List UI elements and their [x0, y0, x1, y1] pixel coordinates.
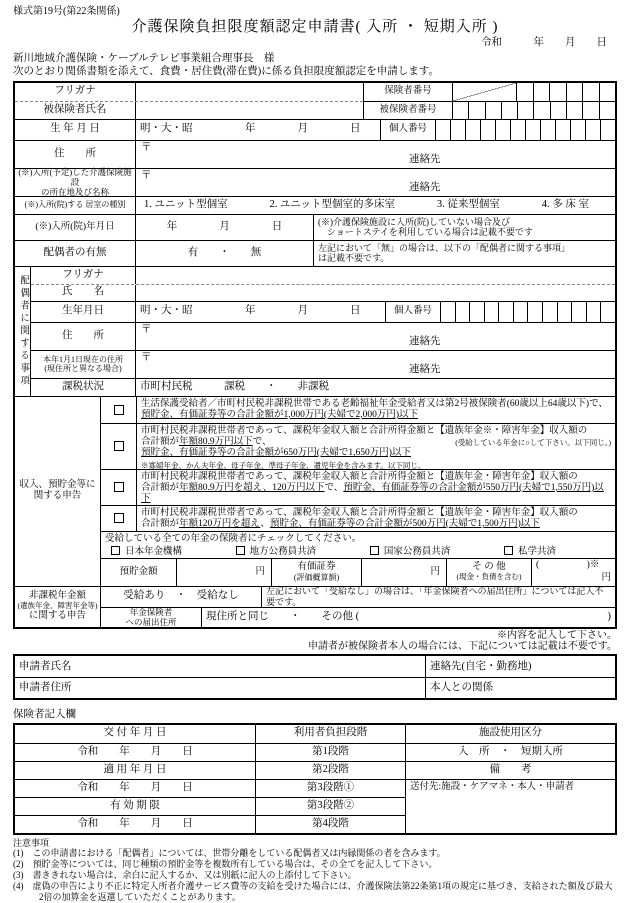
digit-box[interactable] [517, 102, 533, 119]
pension-insurer-address-label: 年金保険者 への届出住所 [125, 607, 177, 628]
postal-mark: 〒 [141, 169, 152, 181]
spouse-name-input[interactable] [135, 285, 615, 301]
digit-box[interactable] [495, 120, 510, 140]
facility-address-input[interactable] [135, 169, 615, 196]
stage-3-2-option[interactable]: 第3段階② [256, 797, 405, 815]
intro-text: 次のとおり関係書類を添えて、食費・居住費(滞在費)に係る負担限度額認定を申請します。 [13, 66, 439, 78]
applicant-name-label: 申請者氏名 [19, 660, 72, 672]
pension-insurer-option: 国家公務員共済 [370, 546, 451, 558]
caution-item-1: (1) この申請書における「配偶者」については、世帯分離をしている配偶者又は内縁関係の者を含みます。 [13, 848, 446, 859]
securities-label: 有価証券 (評価概算額) [271, 559, 361, 586]
caution-notes [13, 838, 617, 903]
insured-number-label: 被保険者番号 [379, 104, 437, 115]
postal-mark: 〒 [141, 323, 152, 335]
digit-box[interactable] [566, 102, 582, 119]
digit-box[interactable] [484, 302, 499, 322]
insured-address-input[interactable] [135, 141, 615, 168]
digit-box[interactable] [533, 102, 549, 119]
income-row1-checkbox-cell[interactable] [101, 397, 136, 423]
insured-contact-label: 連絡先 [409, 154, 441, 166]
applicant-name-cell[interactable] [15, 656, 425, 677]
apply-date-header: 適 用 年 月 日 [15, 761, 255, 779]
digit-box[interactable] [527, 302, 542, 322]
header-date-blank[interactable]: 令和 年 月 日 [481, 37, 607, 49]
digit-box[interactable] [582, 83, 599, 101]
insured-furigana-label: フリガナ [54, 85, 96, 97]
digit-box[interactable] [570, 120, 585, 140]
digit-box[interactable] [468, 102, 484, 119]
spouse-jan1-contact-label: 連絡先 [409, 364, 441, 376]
digit-box[interactable] [440, 302, 455, 322]
spouse-jan1-address-input[interactable] [135, 351, 615, 378]
postal-mark: 〒 [141, 141, 152, 153]
facility-contact-label: 連絡先 [409, 182, 441, 194]
form-title: 介護保険負担限度額認定申請書( 入所 ・ 短期入所 ) [131, 18, 499, 35]
insurer-number-label: 保険者番号 [384, 86, 432, 96]
digit-box[interactable] [513, 302, 528, 322]
spouse-tax-status-option[interactable]: 市町村民税 課税 ・ 非課税 [135, 379, 615, 396]
insurer-entry-table [13, 723, 617, 835]
user-burden-stage-header: 利用者負担段階 [293, 727, 368, 739]
insured-personal-number-boxes[interactable] [435, 120, 615, 140]
insured-name-label: 被保険者氏名 [43, 103, 107, 115]
digit-box[interactable] [501, 102, 517, 119]
digit-box[interactable] [550, 102, 566, 119]
digit-box[interactable] [465, 120, 480, 140]
insured-number-boxes[interactable] [452, 102, 615, 119]
admission-date-input[interactable]: 年 月 日 [135, 215, 313, 240]
facility-use-option[interactable]: 入 所 ・ 短期入所 [406, 743, 615, 761]
digit-box[interactable] [557, 302, 572, 322]
addressee: 新川地域介護保険・ケーブルテレビ事業組合理事長 様 [13, 52, 275, 64]
room-type-label: (※)入所(院)する 居室の種別 [24, 200, 126, 210]
admission-note: (※)介護保険施設に入所(院)していない場合及び ショートステイを利用している場合は記載不要です [313, 215, 615, 240]
digit-box[interactable] [542, 302, 557, 322]
spouse-section [15, 266, 615, 396]
applicant-table [13, 654, 617, 700]
digit-box[interactable] [469, 302, 484, 322]
checkbox-icon[interactable] [111, 546, 120, 555]
pension-circle-note: (受給している年金に○して下さい。以下同じ。) [455, 437, 611, 447]
digit-box[interactable] [525, 120, 540, 140]
spouse-presence-option[interactable]: 有 ・ 無 [135, 241, 313, 266]
spouse-address-input[interactable] [135, 323, 615, 350]
income-row3-text: 市町村民税非課税世帯者であって、課税年金収入額と合計所得金額と【遺族年金・障害年金】収入額の 合計額が年額80.9万円を超え、120万円以下で、預貯金、有価証券等の合計金額が550万円(夫婦で1,550万円)以下 [136, 470, 615, 505]
insurer-number-boxes[interactable] [516, 83, 615, 101]
pension-insurer-option: 日本年金機構 [111, 546, 182, 558]
applicant-relation-cell[interactable] [425, 678, 615, 698]
pension-insurer-address-input[interactable]: 現住所と同じ ・ その他 ( ) [201, 608, 615, 627]
issue-date-input[interactable]: 令和 年 月 日 [15, 743, 255, 761]
digit-box[interactable] [452, 102, 468, 119]
spouse-name-label: 氏 名 [62, 286, 104, 298]
room-option-conventional-private[interactable]: 3. 従来型個室 [436, 198, 500, 210]
digit-box[interactable] [585, 120, 600, 140]
digit-box[interactable] [549, 83, 566, 101]
nontax-receive-note: 左記において「受給なし」の場合は、「年金保険者への届出住所」については記入不要です。 [261, 587, 615, 607]
checkbox-icon[interactable] [114, 441, 124, 451]
checkbox-icon[interactable] [114, 482, 124, 492]
room-option-unit-private[interactable]: 1. ユニット型個室 [144, 198, 228, 210]
caution-item-2: (2) 預貯金等については、同じ種類の預貯金等を複数所有している場合は、その全てを記入して下さい。 [13, 859, 438, 870]
pension-insurer-option: 私学共済 [504, 546, 556, 558]
pension-check-header: 受給している全ての年金の保険者にチェックしてください。 [105, 533, 362, 544]
apply-date-input[interactable]: 令和 年 月 日 [15, 779, 255, 797]
insured-name-input[interactable] [135, 102, 363, 119]
pension-types-footnote: ※寡婦年金、かん夫年金、母子年金、準母子年金、遺児年金を含みます。以下同じ。 [141, 460, 426, 470]
checkbox-icon[interactable] [236, 546, 245, 555]
spouse-contact-label: 連絡先 [409, 336, 441, 348]
facility-label: (※)入所(予定)した介護保険施設 の所在地及び名称 [18, 167, 132, 198]
spouse-birth-input[interactable]: 明・大・昭 年 月 日 [135, 302, 385, 322]
securities-amount-input[interactable]: 円 [361, 559, 446, 586]
caution-title: 注意事項 [13, 837, 50, 848]
deposit-amount-input[interactable]: 円 [176, 559, 271, 586]
spouse-presence-label: 配偶者の有無 [43, 246, 107, 258]
digit-box[interactable] [485, 102, 501, 119]
income-declaration-label: 収入、預貯金等に 関する申告 [19, 479, 96, 502]
applicant-relation-label: 本人との関係 [430, 682, 493, 694]
income-row1-text: 生活保護受給者／市町村民税非課税世帯である老齢福祉年金受給者又は第2号被保険者(60歳以上64歳以下)で、預貯金、有価証券等の合計金額が1,000万円(夫婦で2,000万円)以下 [136, 397, 615, 423]
spouse-personal-number-label: 個人番号 [385, 302, 440, 322]
insured-personal-number-label: 個人番号 [380, 120, 435, 140]
income-row2-text: 市町村民税非課税世帯者であって、課税年金収入額と合計所得金額と【遺族年金※・障害年金】収入額の 合計額が年額80.9万円以下で、 (受給している年金に○して下さい。以下同じ。) 預貯金、有価証券等の合計金額が650万円(夫婦で1,650万円)以下 ※寡婦年金、かん夫年金、母子年金、準母子年金、遺児年金を含みます。以下同じ。 [136, 424, 615, 469]
deposit-amount-label: 預貯金額 [119, 566, 158, 577]
nontax-receive-option[interactable]: 受給あり ・ 受給なし [123, 590, 239, 602]
valid-until-header: 有 効 期 限 [15, 797, 255, 815]
fill-content-note: ※内容を記入して下さい。 [497, 629, 617, 641]
digit-box[interactable] [435, 120, 450, 140]
digit-box[interactable] [571, 302, 586, 322]
amounts-row [101, 558, 615, 586]
spouse-section-strip-label: 配偶者に関する事項 [15, 267, 31, 396]
applicant-contact-label: 連絡先(自宅・勤務地) [430, 660, 532, 672]
income-declaration-section [15, 396, 615, 586]
remarks-header: 備 考 [406, 761, 615, 779]
form-number: 様式第19号(第22条関係) [13, 6, 120, 17]
digit-box[interactable] [555, 120, 570, 140]
caution-item-3: (3) 書ききれない場合は、余白に記入するか、又は別紙に記入の上添付して下さい。 [13, 869, 357, 880]
admission-date-label: (※)入所(院)年月日 [35, 221, 115, 232]
insured-birth-label: 生 年 月 日 [50, 123, 100, 135]
caution-item-4: (4) 虚偽の申告により不正に特定入所者介護サービス費等の支給を受けた場合には、介護保険法第22条第1項の規定に基づき、支給された額及び最大2倍の加算金を返還していただくことがあります。 [13, 880, 613, 902]
spouse-birth-label: 生年月日 [62, 305, 104, 317]
postal-mark: 〒 [141, 351, 152, 363]
applicant-contact-cell[interactable] [425, 656, 615, 677]
checkbox-icon[interactable] [114, 405, 124, 415]
applicant-address-label: 申請者住所 [19, 682, 72, 694]
digit-box[interactable] [599, 83, 616, 101]
digit-box[interactable] [566, 83, 583, 101]
insured-furigana-input[interactable] [135, 83, 363, 101]
stage-2-option[interactable]: 第2段階 [256, 761, 405, 779]
pension-insurer-option: 地方公務員共済 [236, 546, 317, 558]
applicant-exemption-note: 申請者が被保険者本人の場合には、下記については記載は不要です。 [308, 641, 617, 653]
spouse-tax-status-label: 課税状況 [62, 380, 104, 392]
insurer-entry-title: 保険者記入欄 [13, 709, 76, 721]
pension-insurer-check-row [101, 531, 615, 558]
digit-box[interactable] [600, 302, 615, 322]
nontax-pension-section [15, 586, 615, 627]
send-to-option[interactable]: 送付先:施設・ケアマネ・本人・申請者 [406, 779, 615, 833]
valid-until-input[interactable]: 令和 年 月 日 [15, 815, 255, 833]
spouse-presence-note: 左記において「無」の場合は、以下の「配偶者に関する事項」 は記載不要です。 [313, 241, 615, 266]
checkbox-icon[interactable] [370, 546, 379, 555]
insurer-number-input[interactable] [452, 83, 615, 101]
digit-box[interactable] [455, 302, 470, 322]
stage-1-option[interactable]: 第1段階 [256, 743, 405, 761]
digit-box[interactable] [516, 83, 533, 101]
nontax-pension-label: 非課税年金額 (遺族年金、障害年金等) に関する申告 [17, 590, 98, 622]
issue-date-header: 交 付 年 月 日 [103, 727, 167, 739]
main-table [13, 81, 617, 629]
digit-box[interactable] [586, 302, 601, 322]
stage-4-option[interactable]: 第4段階 [256, 815, 405, 833]
income-row4-checkbox-cell[interactable] [101, 506, 136, 531]
room-option-multi-bed[interactable]: 4. 多 床 室 [541, 198, 589, 210]
income-row4-text: 市町村民税非課税世帯者であって、課税年金収入額と合計所得金額と【遺族年金・障害年金】収入額の 合計額が年額120万円を超え、預貯金、有価証券等の合計金額が500万円(夫婦で1,500万円)以下 [136, 506, 615, 531]
checkbox-icon[interactable] [114, 513, 124, 523]
digit-box[interactable] [582, 102, 598, 119]
digit-box[interactable] [498, 302, 513, 322]
other-assets-label: そ の 他 (現金・負債を含む) [446, 559, 531, 586]
digit-box[interactable] [533, 83, 550, 101]
digit-box[interactable] [600, 120, 615, 140]
digit-box[interactable] [510, 120, 525, 140]
room-option-unit-multi[interactable]: 2. ユニット型個室的多床室 [269, 198, 396, 210]
income-row3-checkbox-cell[interactable] [101, 470, 136, 505]
income-row2-checkbox-cell[interactable] [101, 424, 136, 469]
digit-box[interactable] [480, 120, 495, 140]
facility-use-header: 施設使用区分 [479, 727, 542, 739]
applicant-address-cell[interactable] [15, 678, 425, 698]
insured-address-label: 住 所 [54, 147, 96, 159]
stage-3-1-option[interactable]: 第3段階① [256, 779, 405, 797]
spouse-address-label: 住 所 [62, 329, 104, 341]
spouse-furigana-label: フリガナ [62, 268, 104, 280]
other-amount-input[interactable]: ( )※ 円 [531, 559, 615, 586]
digit-box[interactable] [599, 102, 615, 119]
spouse-personal-number-boxes[interactable] [440, 302, 615, 322]
digit-box[interactable] [450, 120, 465, 140]
checkbox-icon[interactable] [504, 546, 513, 555]
spouse-furigana-input[interactable] [135, 267, 615, 284]
insured-birth-input[interactable]: 明・大・昭 年 月 日 [135, 120, 380, 140]
digit-box[interactable] [540, 120, 555, 140]
insurer-number-diagonal-blank [452, 83, 516, 101]
spouse-jan1-address-label: 本年1月1日現在の住所 (現住所と異なる場合) [43, 354, 123, 374]
